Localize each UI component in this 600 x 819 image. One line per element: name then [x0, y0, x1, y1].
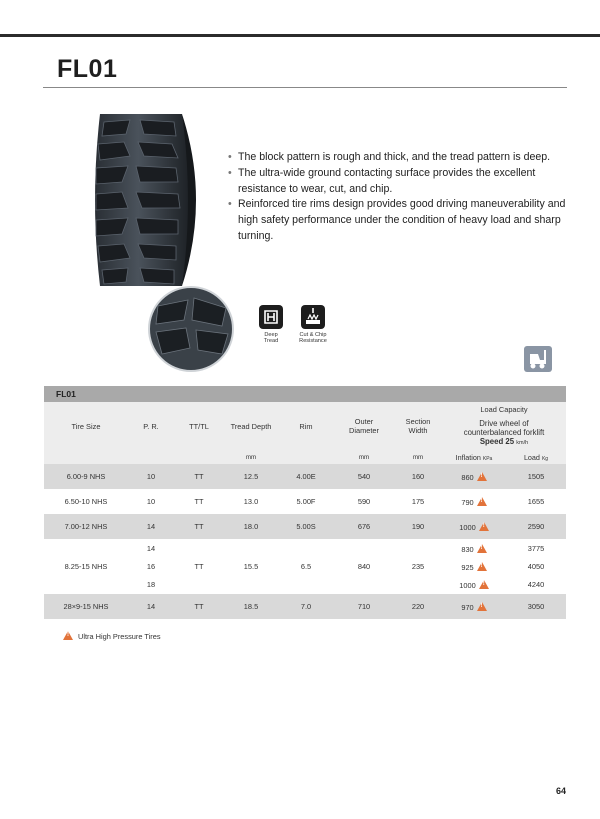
tread-closeup-image	[148, 286, 234, 372]
warning-icon	[477, 497, 487, 506]
top-bar	[0, 34, 600, 37]
table-brand-label: FL01	[44, 386, 566, 402]
col-load: Load Kg	[506, 450, 566, 464]
feature-item: • Reinforced tire rims design provides good driving maneuverability and high safety performance under the condition of heavy load and sharp turning.	[228, 197, 568, 244]
col-tread-depth: Tread Depth	[224, 402, 278, 450]
unit-tread-depth: mm	[224, 450, 278, 464]
drive-wheel-desc: Drive wheel of counterbalanced forklift Speed 25 km/h	[442, 416, 566, 450]
col-load-capacity: Load Capacity	[442, 402, 566, 416]
footnote: !Ultra High Pressure Tires	[63, 631, 161, 641]
table-row: 8.25-15 NHS 14 TT 15.5 6.5 840 235 830! 3775	[44, 539, 566, 558]
col-outer-diameter: Outer Diameter	[334, 402, 394, 450]
table-row: 6.50-10 NHS 10 TT 13.0 5.00F 590 175 790! 1655	[44, 489, 566, 514]
col-section-width: Section Width	[394, 402, 442, 450]
col-tttl: TT/TL	[174, 402, 224, 450]
col-inflation: Inflation KPa	[442, 450, 506, 464]
warning-icon	[477, 544, 487, 553]
deep-tread-badge: Deep Tread	[248, 305, 294, 345]
page-title: FL01	[57, 55, 118, 83]
feature-list	[228, 150, 568, 245]
col-pr: P. R.	[128, 402, 174, 450]
warning-icon	[477, 602, 487, 611]
title-divider	[43, 87, 567, 88]
table-row: 7.00-12 NHS 14 TT 18.0 5.00S 676 190 1000! 2590	[44, 514, 566, 539]
forklift-icon	[524, 346, 552, 372]
warning-icon	[63, 631, 73, 640]
tire-image	[82, 110, 212, 290]
table-row: 18 1000! 4240	[44, 575, 566, 594]
table-row: 6.00-9 NHS 10 TT 12.5 4.00E 540 160 860! 1505	[44, 464, 566, 489]
feature-item: • The block pattern is rough and thick, and the tread pattern is deep.	[228, 150, 568, 166]
warning-icon	[477, 472, 487, 481]
unit-outer-diameter: mm	[334, 450, 394, 464]
col-tire-size: Tire Size	[44, 402, 128, 450]
feature-item: • The ultra-wide ground contacting surface provides the excellent resistance to wear, cut, and chip.	[228, 166, 568, 198]
warning-icon	[479, 522, 489, 531]
spec-table	[44, 386, 566, 619]
table-row: 16 925! 4050	[44, 558, 566, 575]
page-number: 64	[556, 786, 567, 796]
table-row: 28×9-15 NHS 14 TT 18.5 7.0 710 220 970! 3050	[44, 594, 566, 619]
cut-chip-badge: Cut & Chip Resistance	[290, 305, 336, 345]
deep-tread-icon	[259, 305, 283, 329]
unit-section-width: mm	[394, 450, 442, 464]
col-rim: Rim	[278, 402, 334, 450]
cut-chip-icon	[301, 305, 325, 329]
warning-icon	[477, 562, 487, 571]
warning-icon	[479, 580, 489, 589]
